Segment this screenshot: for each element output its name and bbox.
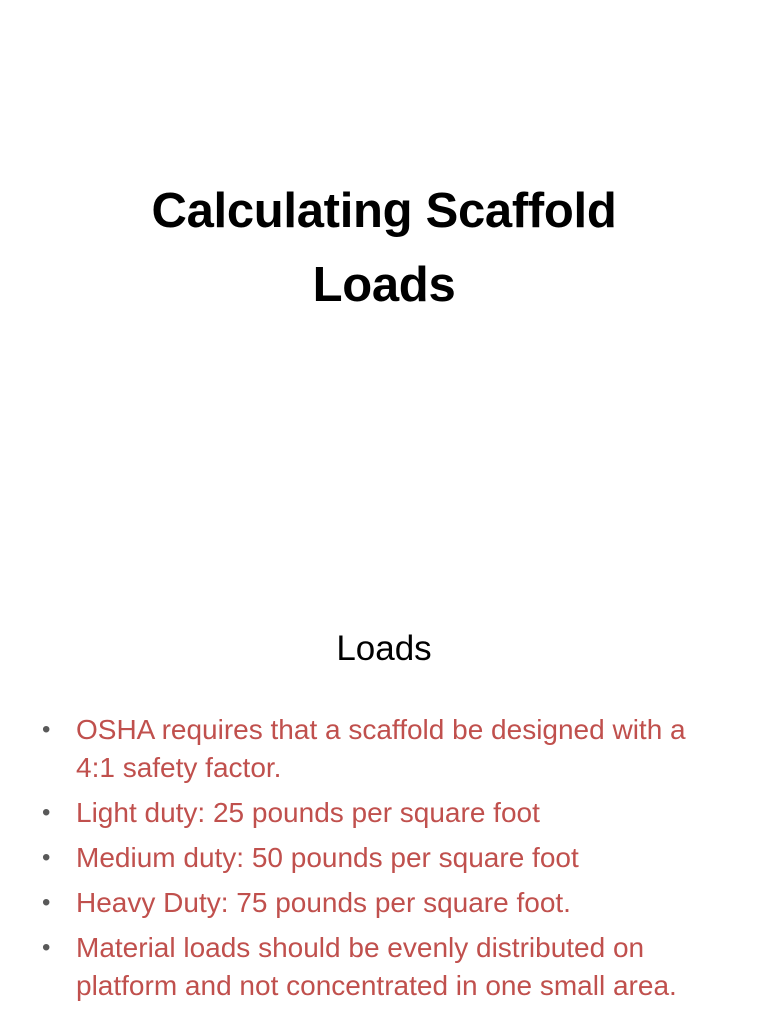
bullet-marker-icon: • [42,889,51,916]
bullet-item [42,794,732,832]
bullet-marker-icon: • [42,934,51,961]
bullet-item [42,839,732,877]
bullet-text: Material loads should be evenly distributed on platform and not concentrated in one small area. [76,932,677,1001]
slide-title-line-1: Calculating Scaffold [151,184,617,238]
slide-title-line-2: Loads [312,258,456,312]
bullet-text: Heavy Duty: 75 pounds per square foot. [76,887,571,918]
slide-title [0,174,768,322]
bullet-item [42,711,732,787]
section-heading: Loads [336,629,432,668]
bullet-text: Medium duty: 50 pounds per square foot [76,842,579,873]
bullet-marker-icon: • [42,844,51,871]
bullet-text: OSHA requires that a scaffold be designed with a 4:1 safety factor. [76,714,686,783]
bullet-item [42,929,732,1005]
bullet-text: Light duty: 25 pounds per square foot [76,797,540,828]
bullet-marker-icon: • [42,716,51,743]
bullet-list [42,711,732,1012]
bullet-marker-icon: • [42,799,51,826]
bullet-item [42,884,732,922]
